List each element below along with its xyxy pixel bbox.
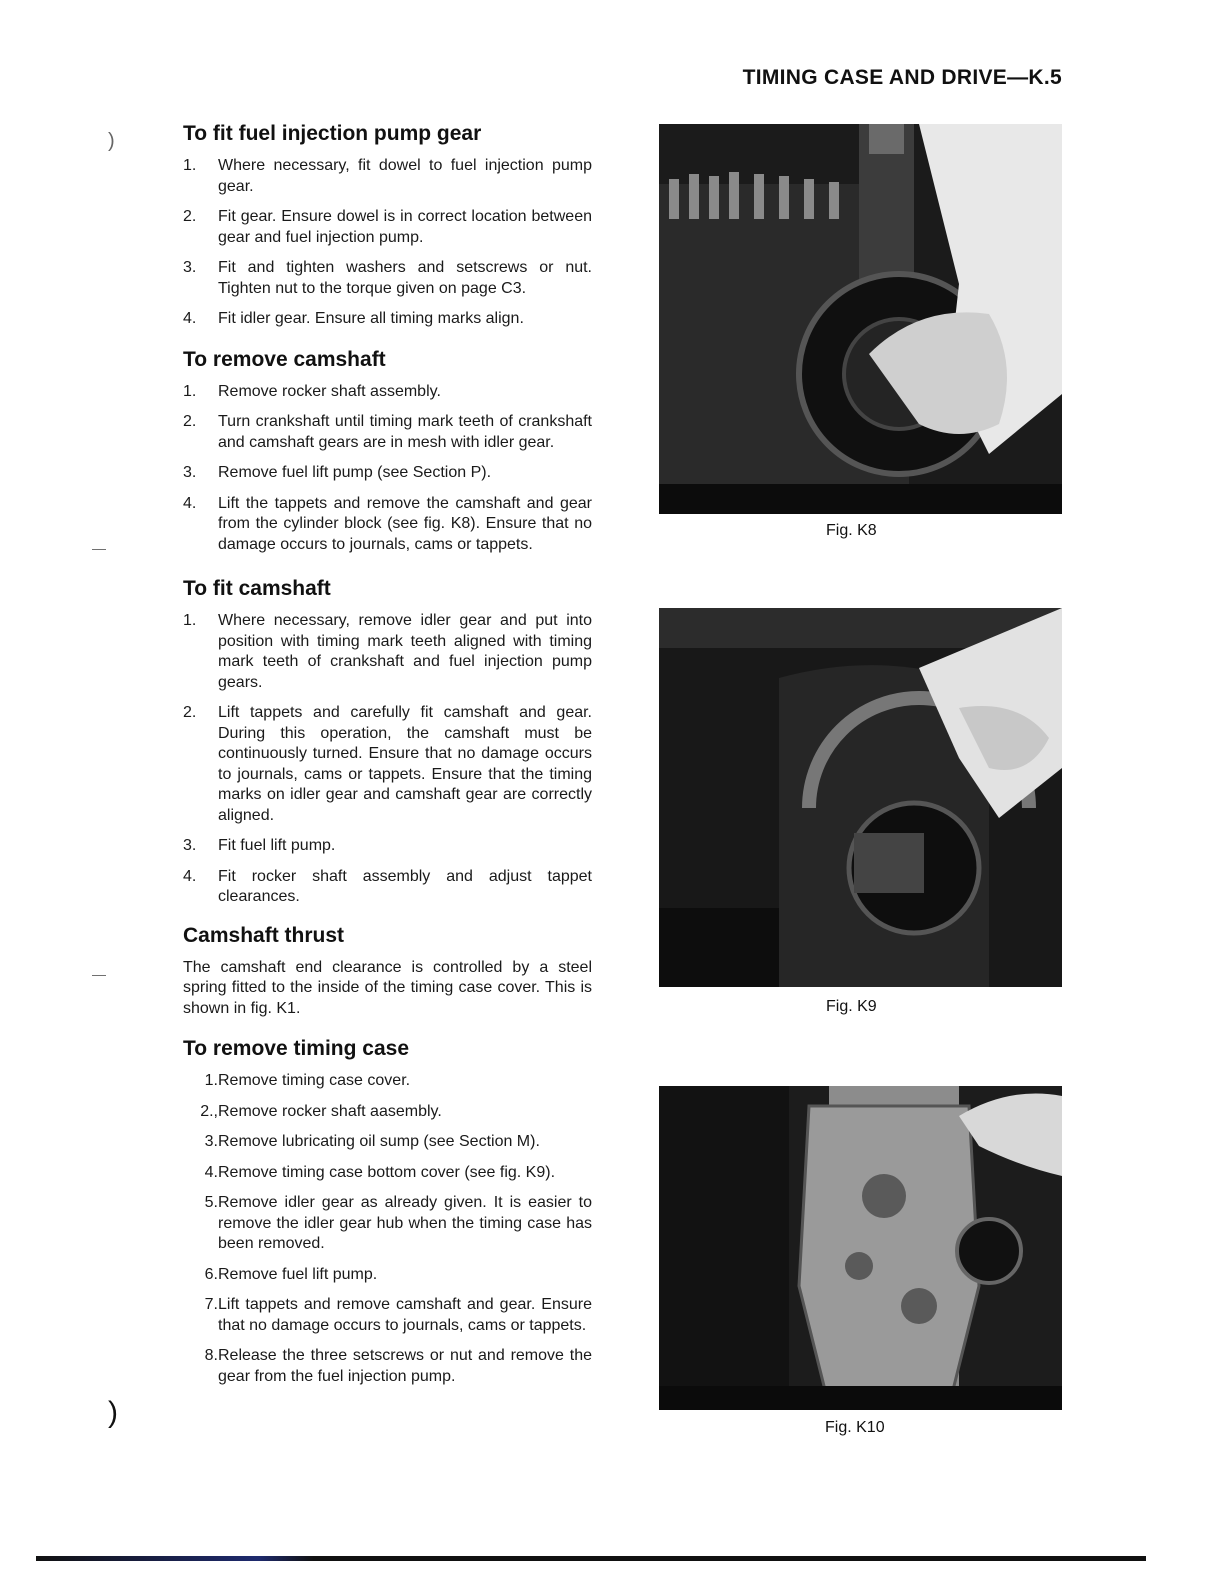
- list-item: [195, 1346, 592, 1387]
- step-text: Remove timing case cover.: [218, 1072, 411, 1089]
- step-number: 2.: [183, 413, 197, 430]
- list-item: [195, 1295, 592, 1336]
- section-fit-pump-gear: [183, 122, 592, 330]
- section-title: Camshaft thrust: [183, 923, 345, 947]
- step-list: [183, 1071, 592, 1387]
- list-item: [183, 611, 592, 693]
- scan-mark: —: [92, 966, 106, 982]
- figure-k8-caption: Fig. K8: [826, 522, 877, 539]
- step-text: Lift tappets and carefully fit camshaft and gear. During this operation, the camshaft must be continuously turned. Ensure that no damage occurs to journals, cams or tappets. Ensure that the timing marks on idler gear and camshaft gear are correctly aligned.: [218, 704, 592, 824]
- step-number: 4.: [204, 1163, 218, 1181]
- step-number: 3.: [204, 1133, 218, 1150]
- page-header-title: TIMING CASE AND DRIVE—K.5: [742, 66, 1062, 89]
- step-number: 4.: [183, 867, 197, 885]
- list-item: [183, 382, 592, 403]
- list-item: [183, 309, 592, 330]
- list-item: [195, 1193, 592, 1255]
- list-item: [183, 703, 592, 826]
- section-title: To remove camshaft: [183, 347, 386, 371]
- step-number: 1.: [204, 1072, 218, 1089]
- figure-k10-caption: Fig. K10: [825, 1419, 885, 1436]
- list-item: [183, 867, 592, 908]
- step-list: [183, 156, 592, 330]
- step-text: Lift the tappets and remove the camshaft and gear from the cylinder block (see fig. K8). Ensure that no damage occurs to journals, cams or tappets.: [218, 494, 592, 553]
- scan-mark: ): [108, 1396, 118, 1429]
- list-item: [195, 1132, 592, 1153]
- figure-k9-caption: Fig. K9: [826, 998, 877, 1015]
- section-title: To remove timing case: [183, 1037, 410, 1060]
- step-text: Remove timing case bottom cover (see fig. K9).: [218, 1163, 556, 1181]
- list-item: [183, 836, 592, 857]
- paragraph: The camshaft end clearance is controlled by a steel spring fitted to the inside of the timing case cover. This is shown in fig. K1.: [183, 958, 592, 1017]
- scan-mark: ): [108, 130, 115, 152]
- list-item: [183, 494, 592, 556]
- list-item: [195, 1071, 592, 1092]
- step-number: 2.: [183, 704, 197, 721]
- figure-k8-photo: [659, 124, 1062, 514]
- step-text: Turn crankshaft until timing mark teeth of crankshaft and camshaft gears are in mesh with idler gear.: [218, 413, 592, 451]
- bottom-rule: [36, 1556, 1146, 1561]
- step-number: 7.: [204, 1296, 218, 1313]
- step-text: Remove idler gear as already given. It is easier to remove the idler gear hub when the timing case has been removed.: [218, 1194, 592, 1252]
- section-title: To fit camshaft: [183, 577, 331, 600]
- list-item: [183, 258, 592, 299]
- step-number: 2.,: [200, 1102, 218, 1120]
- step-text: Fit and tighten washers and setscrews or nut. Tighten nut to the torque given on page C3.: [218, 259, 592, 297]
- step-number: 3.: [183, 837, 197, 854]
- step-list: [183, 611, 592, 908]
- list-item: [183, 463, 592, 484]
- step-number: 1.: [183, 157, 197, 174]
- step-number: 5.: [204, 1194, 218, 1211]
- step-text: Remove rocker shaft aasembly.: [218, 1102, 442, 1120]
- step-text: Where necessary, remove idler gear and put into position with timing mark teeth aligned with timing mark teeth of crankshaft and fuel injection pump gears.: [218, 612, 592, 691]
- step-text: Fit idler gear. Ensure all timing marks align.: [218, 310, 524, 327]
- section-fit-camshaft: [183, 577, 592, 908]
- list-item: [183, 156, 592, 197]
- scan-mark: —: [92, 540, 106, 556]
- step-number: 4.: [183, 310, 197, 327]
- step-text: Remove fuel lift pump (see Section P).: [218, 464, 492, 481]
- step-number: 3.: [183, 259, 197, 276]
- step-text: Remove rocker shaft assembly.: [218, 382, 441, 400]
- step-text: Fit gear. Ensure dowel is in correct location between gear and fuel injection pump.: [218, 208, 592, 246]
- step-text: Remove fuel lift pump.: [218, 1265, 378, 1283]
- list-item: [195, 1102, 592, 1123]
- section-title: To fit fuel injection pump gear: [183, 122, 482, 145]
- list-item: [183, 412, 592, 453]
- text-column: [183, 122, 592, 1397]
- step-text: Fit rocker shaft assembly and adjust tappet clearances.: [218, 867, 592, 905]
- step-number: 2.: [183, 208, 197, 225]
- step-number: 1.: [183, 382, 197, 400]
- section-remove-camshaft: [183, 348, 592, 556]
- step-text: Fit fuel lift pump.: [218, 837, 336, 854]
- step-number: 1.: [183, 612, 197, 629]
- figure-k9-photo: [659, 608, 1062, 987]
- step-text: Release the three setscrews or nut and remove the gear from the fuel injection pump.: [218, 1347, 592, 1385]
- list-item: [195, 1265, 592, 1286]
- list-item: [183, 207, 592, 248]
- step-text: Where necessary, fit dowel to fuel injection pump gear.: [218, 157, 592, 195]
- section-camshaft-thrust: [183, 924, 592, 1020]
- figure-k10-photo: [659, 1086, 1062, 1410]
- step-number: 8.: [204, 1347, 218, 1364]
- step-number: 4.: [183, 494, 197, 512]
- section-remove-timing-case: [183, 1037, 592, 1387]
- list-item: [195, 1163, 592, 1184]
- step-number: 6.: [204, 1265, 218, 1283]
- step-number: 3.: [183, 464, 197, 481]
- step-list: [183, 382, 592, 556]
- step-text: Remove lubricating oil sump (see Section M).: [218, 1133, 540, 1150]
- step-text: Lift tappets and remove camshaft and gear. Ensure that no damage occurs to journals, cams or tappets.: [218, 1296, 592, 1334]
